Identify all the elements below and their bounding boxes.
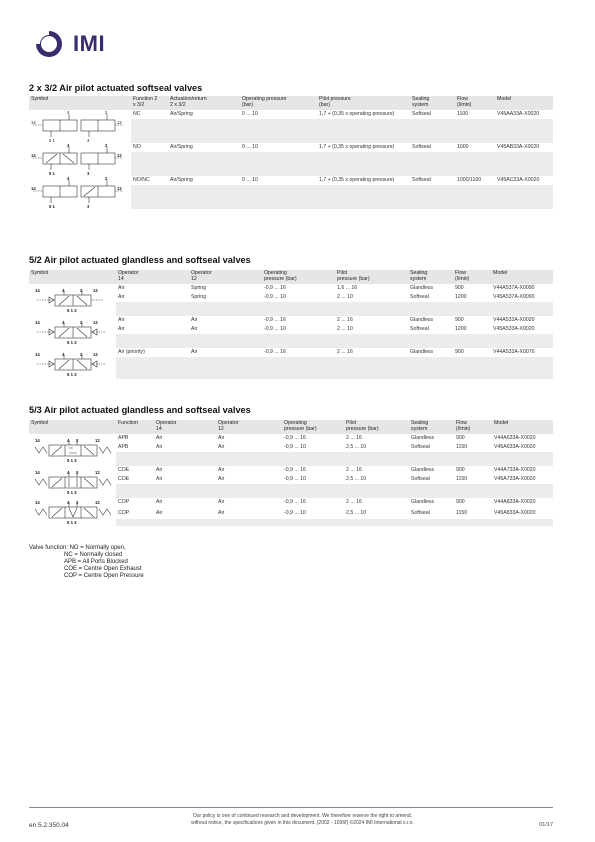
flow-cell: 1150 — [456, 443, 468, 450]
table-row — [29, 348, 553, 357]
model-cell: V44A533A-X0070 — [493, 348, 535, 355]
sealing-cell: Glandless — [411, 499, 435, 506]
valve-symbol-cell — [29, 143, 131, 176]
model-cell: V45A833A-X0020 — [494, 509, 536, 516]
svg-text:3: 3 — [87, 204, 90, 209]
svg-text:3: 3 — [87, 171, 90, 176]
pilot-pressure-cell: 2 ... 16 — [346, 434, 362, 441]
table-2x32 — [29, 96, 553, 209]
function-cell: NC — [133, 110, 141, 117]
table-row — [29, 176, 553, 185]
function-cell: COE — [118, 475, 130, 482]
col-pilot-pressure: Pilot pressure (bar) — [344, 420, 409, 434]
row-spacer-fill — [131, 152, 553, 176]
model-cell: V44A733A-X0020 — [494, 466, 536, 473]
svg-text:2: 2 — [105, 176, 108, 181]
page-number: 01/17 — [539, 822, 553, 828]
operator-14-cell: Air — [156, 475, 163, 482]
svg-text:5 1 3: 5 1 3 — [67, 520, 77, 525]
model-cell: V45AA33A-X0020 — [497, 110, 540, 117]
flow-cell: 1150 — [456, 509, 468, 516]
valve-symbol-cell — [29, 316, 116, 348]
operating-pressure-cell: -0,9 ... 10 — [264, 293, 286, 300]
svg-text:14: 14 — [35, 288, 40, 293]
pilot-pressure-cell: 2 ... 16 — [337, 316, 353, 323]
col-function: Function — [116, 420, 154, 434]
col-operating-pressure: Operating pressure (bar) — [240, 96, 317, 110]
table-row — [29, 498, 553, 509]
col-function: Function 2 x 3/2 — [131, 96, 168, 110]
model-cell: V45A733A-X0020 — [494, 475, 536, 482]
svg-text:4: 4 — [67, 438, 70, 443]
valve-symbol-cell — [29, 466, 116, 498]
note-line: APB = All Ports Blocked — [64, 559, 128, 565]
row-spacer-fill — [116, 334, 553, 348]
operator-12-cell: Air — [218, 466, 225, 473]
svg-text:12: 12 — [95, 500, 100, 505]
model-cell: V44A533A-X0020 — [493, 316, 535, 323]
valve-symbol-cell — [29, 434, 116, 466]
pilot-pressure-cell: 2 ... 16 — [346, 466, 362, 473]
valve-53-apb-symbol-icon — [29, 436, 113, 464]
operating-pressure-cell: -0,9 ... 10 — [264, 325, 286, 332]
flow-cell: 900 — [456, 434, 465, 441]
operator-14-cell: Air — [156, 499, 163, 506]
svg-text:4: 4 — [67, 470, 70, 475]
operator-12-cell: Spring — [191, 284, 206, 291]
svg-text:5 1 3: 5 1 3 — [67, 458, 77, 463]
svg-text:4: 4 — [67, 143, 70, 148]
svg-text:12: 12 — [93, 320, 98, 325]
table-header-row — [29, 96, 553, 110]
col-model: Model — [492, 420, 553, 434]
operating-pressure-cell: 0 ... 10 — [242, 143, 258, 150]
note-line: COE = Centre Open Exhaust — [64, 566, 142, 572]
svg-text:14: 14 — [35, 351, 40, 357]
flow-cell: 1000 — [457, 143, 469, 150]
operator-14-cell: Air — [118, 284, 125, 291]
footer-disclaimer-line-1: Our policy is one of continued research and development. We therefore reserve the right to amend, — [192, 813, 413, 819]
section-title-52: 5/2 Air pilot actuated glandless and softseal valves — [29, 255, 251, 265]
valve-symbol-cell — [29, 110, 131, 143]
col-operating-pressure: Operating pressure (bar) — [262, 270, 335, 284]
sealing-cell: Glandless — [410, 284, 434, 291]
section-title-2x32: 2 x 3/2 Air pilot actuated softseal valves — [29, 83, 203, 93]
table-row — [29, 316, 553, 325]
col-symbol: Symbol — [29, 270, 116, 284]
operator-12-cell: Air — [218, 499, 225, 506]
col-sealing: Sealing system — [409, 420, 454, 434]
actuation-cell: Air/Spring — [170, 176, 193, 183]
col-operator-12: Operator 12 — [216, 420, 282, 434]
svg-text:5 1: 5 1 — [49, 204, 55, 209]
operator-12-cell: Air — [191, 325, 198, 332]
flow-cell: 900 — [455, 348, 464, 355]
svg-text:2: 2 — [76, 438, 79, 443]
sealing-cell: Softseal — [412, 176, 431, 183]
model-cell: V44A633A-X0020 — [494, 434, 536, 441]
valve-symbol-cell — [29, 176, 131, 209]
pilot-pressure-cell: 2,5 ... 10 — [346, 475, 367, 482]
valve-function-notes — [29, 545, 144, 580]
col-flow: Flow (l/min) — [453, 270, 491, 284]
col-operator-12: Operator 12 — [189, 270, 262, 284]
pilot-pressure-cell: 2 ... 16 — [346, 499, 362, 506]
table-row — [29, 143, 553, 152]
sealing-cell: Softseal — [412, 110, 431, 117]
footer-divider — [29, 807, 553, 808]
operator-14-cell: Air — [156, 434, 163, 441]
flow-cell: 1200 — [455, 325, 467, 332]
svg-text:14: 14 — [35, 470, 40, 475]
sealing-cell: Softseal — [410, 325, 429, 332]
model-cell: V45A537A-X0090 — [493, 293, 535, 300]
svg-text:14: 14 — [31, 153, 36, 158]
operating-pressure-cell: -0,9 ... 10 — [284, 509, 306, 516]
col-symbol: Symbol — [29, 96, 131, 110]
svg-text:14: 14 — [31, 120, 36, 125]
footer-disclaimer — [130, 813, 475, 827]
col-symbol: Symbol — [29, 420, 116, 434]
col-flow: Flow (l/min) — [455, 96, 495, 110]
operator-14-cell: Air — [156, 509, 163, 516]
valve-2x32-no-symbol-icon — [29, 143, 127, 176]
operating-pressure-cell: 0 ... 10 — [242, 176, 258, 183]
svg-text:3: 3 — [87, 138, 90, 143]
row-spacer-fill — [116, 484, 553, 498]
svg-text:5 1: 5 1 — [49, 138, 55, 143]
document-code: en 5.2.350.04 — [29, 822, 69, 829]
row-spacer-fill — [131, 185, 553, 209]
row-spacer-fill — [116, 302, 553, 316]
operating-pressure-cell: -0,9 ... 10 — [284, 475, 306, 482]
pilot-pressure-cell: 2,5 ... 10 — [346, 443, 367, 450]
table-53 — [29, 420, 553, 526]
col-model: Model — [495, 96, 553, 110]
valve-2x32-nonc-symbol-icon — [29, 176, 127, 209]
operator-14-cell: Air — [118, 325, 125, 332]
table-row — [29, 434, 553, 443]
svg-text:2: 2 — [80, 351, 83, 357]
valve-2x32-nc-symbol-icon — [29, 110, 127, 143]
col-operator-14: Operator 14 — [154, 420, 216, 434]
valve-53-coe-symbol-icon — [29, 468, 113, 496]
sealing-cell: Softseal — [410, 293, 429, 300]
operator-12-cell: Air — [218, 475, 225, 482]
sealing-cell: Softseal — [412, 143, 431, 150]
operator-12-cell: Air — [218, 443, 225, 450]
sealing-cell: Glandless — [410, 316, 434, 323]
svg-text:12: 12 — [95, 438, 100, 443]
section-title-53: 5/3 Air pilot actuated glandless and softseal valves — [29, 405, 251, 415]
svg-text:4: 4 — [62, 351, 65, 357]
col-sealing: Sealing system — [408, 270, 453, 284]
svg-text:4: 4 — [62, 288, 65, 293]
valve-52-air-priority-symbol-icon — [29, 350, 113, 378]
operator-14-cell: Air — [118, 293, 125, 300]
sealing-cell: Softseal — [411, 475, 430, 482]
model-cell: V45A533A-X0020 — [493, 325, 535, 332]
svg-text:14: 14 — [35, 320, 40, 325]
pilot-pressure-cell: 1,7 + (0,35 x operating pressure) — [319, 143, 395, 150]
sealing-cell: Glandless — [411, 434, 435, 441]
valve-52-air-air-symbol-icon — [29, 318, 113, 346]
operating-pressure-cell: -0,9 ... 16 — [284, 499, 306, 506]
function-cell: COP — [118, 499, 130, 506]
col-operating-pressure: Operating pressure (bar) — [282, 420, 344, 434]
operator-12-cell: Air — [218, 434, 225, 441]
table-header-row — [29, 420, 553, 434]
pilot-pressure-cell: 1,6 ... 16 — [337, 284, 358, 291]
flow-cell: 900 — [456, 466, 465, 473]
operating-pressure-cell: -0,9 ... 16 — [264, 284, 286, 291]
svg-text:12: 12 — [93, 288, 98, 293]
flow-cell: 900 — [455, 284, 464, 291]
model-cell: V44A537A-X0090 — [493, 284, 535, 291]
model-cell: V44A833A-X0020 — [494, 499, 536, 506]
table-row — [29, 284, 553, 293]
imi-logo-icon — [29, 29, 69, 59]
model-cell: V45AC33A-X0020 — [497, 176, 540, 183]
svg-text:2: 2 — [105, 110, 108, 115]
svg-text:2: 2 — [80, 288, 83, 293]
svg-text:5 1: 5 1 — [49, 171, 55, 176]
pilot-pressure-cell: 2,5 ... 10 — [346, 509, 367, 516]
row-spacer-fill — [116, 452, 553, 466]
flow-cell: 1000/1100 — [457, 176, 482, 183]
row-spacer-fill — [116, 519, 553, 526]
note-line: NC = Normally closed — [64, 552, 123, 558]
svg-text:2: 2 — [105, 143, 108, 148]
operator-12-cell: Air — [218, 509, 225, 516]
operating-pressure-cell: 0 ... 10 — [242, 110, 258, 117]
flow-cell: 1100 — [457, 110, 469, 117]
model-cell: V45A633A-X0020 — [494, 443, 536, 450]
col-pilot-pressure: Pilot pressure (bar) — [317, 96, 410, 110]
table-header-row — [29, 270, 553, 284]
svg-text:4: 4 — [67, 110, 70, 115]
function-cell: COP — [118, 509, 130, 516]
svg-text:5 1 3: 5 1 3 — [67, 340, 77, 345]
brand-logo — [29, 29, 105, 59]
operating-pressure-cell: -0,9 ... 16 — [284, 466, 306, 473]
svg-text:5 1 3: 5 1 3 — [67, 308, 77, 313]
svg-text:2: 2 — [76, 500, 79, 505]
col-sealing: Sealing system — [410, 96, 455, 110]
operator-12-cell: Spring — [191, 293, 206, 300]
brand-name: IMI — [73, 31, 106, 56]
actuation-cell: Air/Spring — [170, 143, 193, 150]
svg-text:5 1 3: 5 1 3 — [67, 490, 77, 495]
operator-12-cell: Air — [191, 348, 198, 355]
col-flow: Flow (l/min) — [454, 420, 492, 434]
function-cell: NO — [133, 143, 141, 150]
svg-text:12: 12 — [117, 120, 122, 125]
note-line: COP = Centre Open Pressure — [64, 573, 144, 579]
table-row — [29, 110, 553, 119]
operating-pressure-cell: -0,9 ... 16 — [284, 434, 306, 441]
valve-52-air-spring-symbol-icon — [29, 286, 113, 314]
svg-text:12: 12 — [95, 470, 100, 475]
pilot-pressure-cell: 1,7 + (0,35 x operating pressure) — [319, 176, 395, 183]
flow-cell: 900 — [455, 316, 464, 323]
function-cell: APB — [118, 443, 129, 450]
sealing-cell: Glandless — [411, 466, 435, 473]
pilot-pressure-cell: 2 ... 16 — [337, 348, 353, 355]
valve-symbol-cell — [29, 498, 116, 526]
operating-pressure-cell: -0,9 ... 10 — [284, 443, 306, 450]
operator-12-cell: Air — [191, 316, 198, 323]
svg-text:4: 4 — [67, 500, 70, 505]
operating-pressure-cell: -0,9 ... 16 — [264, 348, 286, 355]
sealing-cell: Softseal — [411, 509, 430, 516]
col-actuation: Actuation/return 2 x 3/2 — [168, 96, 240, 110]
function-cell: NO/NC — [133, 176, 150, 183]
valve-53-cop-symbol-icon — [29, 498, 113, 526]
function-cell: COE — [118, 466, 130, 473]
svg-text:5 1 3: 5 1 3 — [67, 371, 77, 377]
operator-14-cell: Air — [156, 466, 163, 473]
valve-symbol-cell — [29, 348, 116, 379]
svg-text:12: 12 — [117, 186, 122, 191]
svg-text:14: 14 — [31, 186, 36, 191]
flow-cell: 1200 — [455, 293, 467, 300]
operating-pressure-cell: -0,9 ... 16 — [264, 316, 286, 323]
valve-symbol-cell — [29, 284, 116, 316]
table-row — [29, 466, 553, 475]
svg-text:2: 2 — [76, 470, 79, 475]
pilot-pressure-cell: 2 ... 10 — [337, 293, 353, 300]
svg-text:14: 14 — [35, 438, 40, 443]
pilot-pressure-cell: 2 ... 10 — [337, 325, 353, 332]
svg-text:4: 4 — [62, 320, 65, 325]
col-model: Model — [491, 270, 553, 284]
sealing-cell: Softseal — [411, 443, 430, 450]
actuation-cell: Air/Spring — [170, 110, 193, 117]
svg-text:4: 4 — [67, 176, 70, 181]
note-line: Valve function: NO = Normally open, — [29, 545, 126, 551]
flow-cell: 900 — [456, 499, 465, 506]
sealing-cell: Glandless — [410, 348, 434, 355]
svg-text:12: 12 — [117, 153, 122, 158]
svg-text:2: 2 — [80, 320, 83, 325]
footer-disclaimer-line-2: without notice, the specifications given in this document. (2002 - 1036f) ©2024 IMI International s.r.o. — [191, 820, 414, 826]
function-cell: APB — [118, 434, 129, 441]
svg-text:14: 14 — [35, 500, 40, 505]
pilot-pressure-cell: 1,7 + (0,35 x operating pressure) — [319, 110, 395, 117]
operator-14-cell: Air — [118, 316, 125, 323]
row-spacer-fill — [131, 119, 553, 143]
operator-14-cell: Air (priority) — [118, 348, 145, 355]
row-spacer-fill — [116, 357, 553, 379]
table-52 — [29, 270, 553, 379]
operator-14-cell: Air — [156, 443, 163, 450]
model-cell: V45AB33A-X0020 — [497, 143, 540, 150]
svg-text:12: 12 — [93, 351, 98, 357]
flow-cell: 1150 — [456, 475, 468, 482]
col-pilot-pressure: Pilot pressure (bar) — [335, 270, 408, 284]
col-operator-14: Operator 14 — [116, 270, 189, 284]
